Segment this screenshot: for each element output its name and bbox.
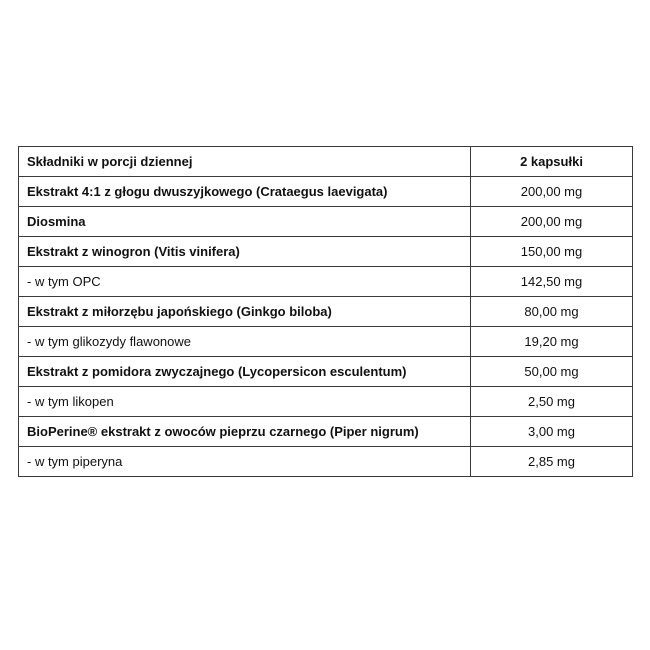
ingredient-name: Ekstrakt z pomidora zwyczajnego (Lycopersicon esculentum): [19, 357, 471, 387]
table-row: [19, 267, 633, 297]
ingredient-subitem-name: - w tym glikozydy flawonowe: [19, 327, 471, 357]
table-row: [19, 207, 633, 237]
ingredient-amount: 2,85 mg: [471, 447, 633, 477]
ingredient-name: Ekstrakt 4:1 z głogu dwuszyjkowego (Crataegus laevigata): [19, 177, 471, 207]
header-amount: 2 kapsułki: [471, 147, 633, 177]
ingredient-amount: 142,50 mg: [471, 267, 633, 297]
table-row: [19, 447, 633, 477]
ingredient-amount: 50,00 mg: [471, 357, 633, 387]
ingredient-name: Ekstrakt z winogron (Vitis vinifera): [19, 237, 471, 267]
table-row: [19, 297, 633, 327]
ingredient-amount: 2,50 mg: [471, 387, 633, 417]
ingredient-amount: 80,00 mg: [471, 297, 633, 327]
ingredient-amount: 19,20 mg: [471, 327, 633, 357]
ingredient-amount: 150,00 mg: [471, 237, 633, 267]
ingredients-table: [18, 146, 633, 477]
table-row: [19, 327, 633, 357]
ingredient-name: BioPerine® ekstrakt z owoców pieprzu czarnego (Piper nigrum): [19, 417, 471, 447]
header-ingredients: Składniki w porcji dziennej: [19, 147, 471, 177]
table-row: [19, 237, 633, 267]
table-row: [19, 387, 633, 417]
ingredient-subitem-name: - w tym OPC: [19, 267, 471, 297]
ingredient-name: Diosmina: [19, 207, 471, 237]
ingredient-amount: 200,00 mg: [471, 207, 633, 237]
ingredient-amount: 3,00 mg: [471, 417, 633, 447]
ingredient-name: Ekstrakt z miłorzębu japońskiego (Ginkgo biloba): [19, 297, 471, 327]
table-header-row: [19, 147, 633, 177]
table-row: [19, 177, 633, 207]
table-row: [19, 417, 633, 447]
table-row: [19, 357, 633, 387]
ingredient-subitem-name: - w tym piperyna: [19, 447, 471, 477]
ingredient-subitem-name: - w tym likopen: [19, 387, 471, 417]
ingredient-amount: 200,00 mg: [471, 177, 633, 207]
ingredients-table-container: [18, 146, 632, 477]
